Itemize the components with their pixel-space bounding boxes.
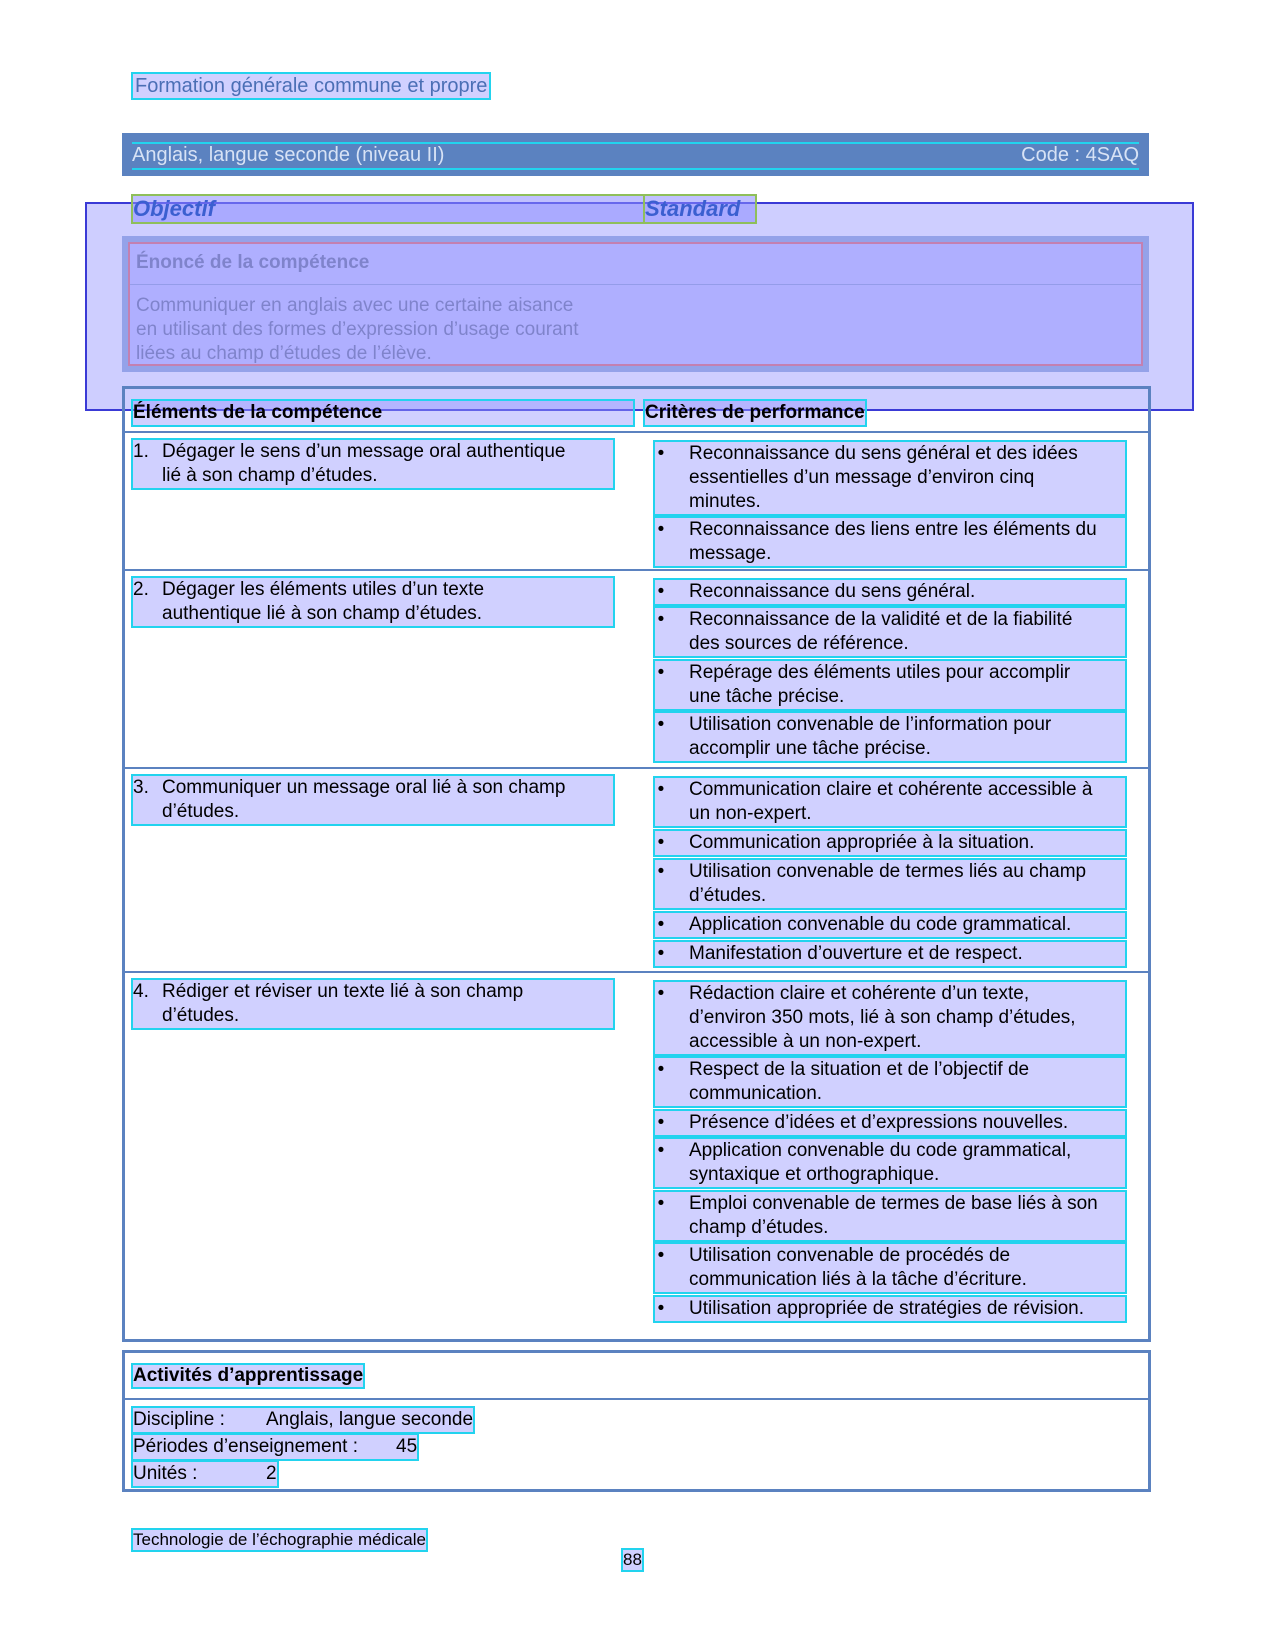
element-line: Communiquer un message oral lié à son champ — [162, 777, 566, 798]
discipline-row — [133, 1408, 473, 1432]
divider — [125, 971, 1148, 973]
element-3 — [133, 776, 613, 824]
criterion — [655, 518, 1125, 566]
criterion-line: Présence d’idées et d’expressions nouvelles. — [689, 1112, 1069, 1133]
periodes-row — [133, 1435, 417, 1459]
bullet-icon: • — [657, 914, 665, 935]
criterion-line: Application convenable du code grammatical. — [689, 914, 1072, 935]
criterion-line: d’études. — [689, 885, 767, 906]
course-code: Code : 4SAQ — [1021, 144, 1139, 166]
discipline-value: Anglais, langue seconde — [266, 1409, 474, 1430]
criterion-line: accomplir une tâche précise. — [689, 738, 931, 759]
criterion-line: des sources de référence. — [689, 633, 909, 654]
bullet-icon: • — [657, 832, 665, 853]
criterion-line: syntaxique et orthographique. — [689, 1164, 940, 1185]
element-line: d’études. — [162, 801, 240, 822]
criterion — [655, 713, 1125, 761]
unites-value: 2 — [266, 1463, 277, 1484]
element-number: 2. — [133, 579, 149, 600]
criterion — [655, 661, 1125, 709]
criterion-line: message. — [689, 543, 772, 564]
periodes-label: Périodes d’enseignement : — [133, 1436, 358, 1457]
element-4 — [133, 980, 613, 1028]
criterion-line: Utilisation convenable de termes liés au champ — [689, 861, 1087, 882]
criterion-line: Reconnaissance du sens général et des idées — [689, 443, 1078, 464]
criterion — [655, 580, 1125, 604]
criterion-line: d’environ 350 mots, lié à son champ d’études, — [689, 1007, 1076, 1028]
criterion-line: une tâche précise. — [689, 686, 845, 707]
objectif-label: Objectif — [133, 196, 643, 222]
element-line: Rédiger et réviser un texte lié à son champ — [162, 981, 524, 1002]
criterion — [655, 913, 1125, 937]
unites-row — [133, 1462, 277, 1486]
criterion-line: Communication appropriée à la situation. — [689, 832, 1035, 853]
criterion-line: champ d’études. — [689, 1217, 829, 1238]
criterion — [655, 608, 1125, 656]
criteres-header: Critères de performance — [645, 402, 865, 423]
criterion — [655, 831, 1125, 855]
criterion-line: Communication claire et cohérente accessible à — [689, 779, 1093, 800]
criterion — [655, 860, 1125, 908]
criterion-line: Repérage des éléments utiles pour accomplir — [689, 662, 1071, 683]
activites-title: Activités d’apprentissage — [133, 1365, 364, 1386]
criterion-line: Manifestation d’ouverture et de respect. — [689, 943, 1023, 964]
course-title-bar — [122, 133, 1149, 176]
bullet-icon: • — [657, 1112, 665, 1133]
bullet-icon: • — [657, 1245, 665, 1266]
bullet-icon: • — [657, 1298, 665, 1319]
bullet-icon: • — [657, 779, 665, 800]
criterion-line: Rédaction claire et cohérente d’un texte, — [689, 983, 1030, 1004]
criterion — [655, 778, 1125, 826]
element-line: authentique lié à son champ d’études. — [162, 603, 483, 624]
standard-label: Standard — [645, 196, 755, 222]
element-number: 4. — [133, 981, 149, 1002]
criterion-line: Respect de la situation et de l’objectif de — [689, 1059, 1030, 1080]
competence-table — [122, 386, 1151, 1342]
footer-program: Technologie de l’échographie médicale — [133, 1530, 426, 1549]
periodes-value: 45 — [396, 1436, 418, 1457]
criterion — [655, 1111, 1125, 1135]
divider — [125, 569, 1148, 571]
criterion — [655, 982, 1125, 1054]
bullet-icon: • — [657, 714, 665, 735]
selection-overlay — [85, 202, 1194, 411]
criterion-line: minutes. — [689, 491, 761, 512]
element-line: Dégager les éléments utiles d’un texte — [162, 579, 485, 600]
criterion-line: communication liés à la tâche d’écriture. — [689, 1269, 1027, 1290]
criterion-line: Application convenable du code grammatical, — [689, 1140, 1072, 1161]
criterion-line: essentielles d’un message d’environ cinq — [689, 467, 1035, 488]
element-line: lié à son champ d’études. — [162, 465, 378, 486]
criterion-line: Reconnaissance de la validité et de la fiabilité — [689, 609, 1073, 630]
element-line: d’études. — [162, 1005, 240, 1026]
criterion-line: Emploi convenable de termes de base liés à son — [689, 1193, 1098, 1214]
element-number: 1. — [133, 441, 149, 462]
criterion-line: communication. — [689, 1083, 823, 1104]
elements-header: Éléments de la compétence — [133, 401, 633, 425]
criterion-line: accessible à un non-expert. — [689, 1031, 922, 1052]
criterion — [655, 1139, 1125, 1187]
bullet-icon: • — [657, 519, 665, 540]
criterion — [655, 442, 1125, 514]
activites-section — [122, 1350, 1151, 1492]
bullet-icon: • — [657, 1140, 665, 1161]
divider — [125, 767, 1148, 769]
bullet-icon: • — [657, 983, 665, 1004]
page-number: 88 — [623, 1550, 642, 1569]
criterion — [655, 1192, 1125, 1240]
bullet-icon: • — [657, 861, 665, 882]
criterion-line: Reconnaissance des liens entre les éléments du — [689, 519, 1097, 540]
bullet-icon: • — [657, 609, 665, 630]
bullet-icon: • — [657, 1193, 665, 1214]
element-2 — [133, 578, 613, 626]
bullet-icon: • — [657, 943, 665, 964]
divider — [125, 1398, 1148, 1400]
bullet-icon: • — [657, 581, 665, 602]
element-number: 3. — [133, 777, 149, 798]
criterion-line: Utilisation appropriée de stratégies de révision. — [689, 1298, 1084, 1319]
course-title: Anglais, langue seconde (niveau II) — [132, 144, 445, 166]
criterion — [655, 1297, 1125, 1321]
criterion-line: Reconnaissance du sens général. — [689, 581, 976, 602]
bullet-icon: • — [657, 1059, 665, 1080]
bullet-icon: • — [657, 662, 665, 683]
criterion-line: un non-expert. — [689, 803, 812, 824]
criterion-line: Utilisation convenable de procédés de — [689, 1245, 1011, 1266]
criterion — [655, 1058, 1125, 1106]
element-1 — [133, 440, 613, 488]
bullet-icon: • — [657, 443, 665, 464]
divider — [125, 431, 1148, 433]
unites-label: Unités : — [133, 1463, 198, 1484]
element-line: Dégager le sens d’un message oral authentique — [162, 441, 566, 462]
discipline-label: Discipline : — [133, 1409, 225, 1430]
criterion — [655, 942, 1125, 966]
criterion — [655, 1244, 1125, 1292]
program-heading: Formation générale commune et propre — [135, 75, 488, 97]
criterion-line: Utilisation convenable de l’information pour — [689, 714, 1052, 735]
